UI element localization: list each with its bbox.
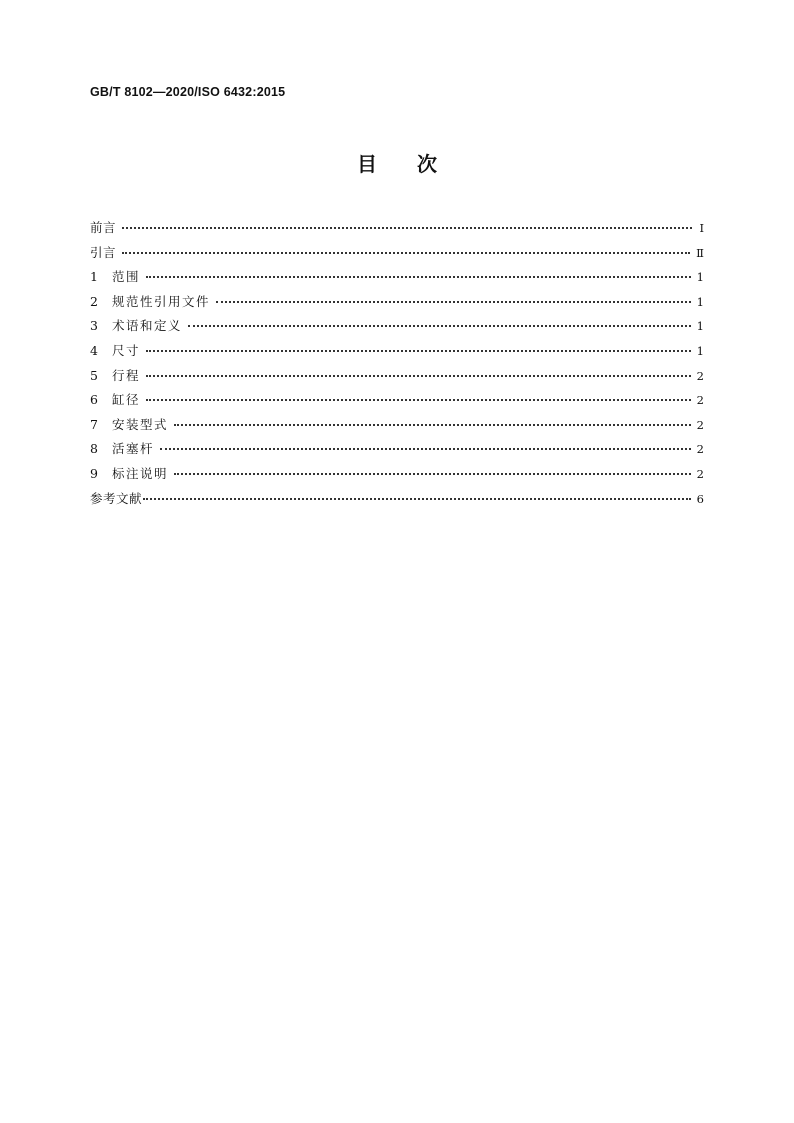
toc-entry-label: 活塞杆: [112, 441, 155, 457]
dot-leader: [216, 301, 691, 303]
dot-leader: [146, 350, 691, 352]
toc-entry-page: 2: [696, 417, 704, 432]
toc-entry-number: 5: [90, 367, 98, 383]
toc-entry-label: 尺寸: [112, 342, 141, 358]
toc-entry-label: 安装型式: [112, 416, 169, 432]
standard-code: GB/T 8102—2020/ISO 6432:2015: [90, 85, 286, 99]
dot-leader: [122, 227, 692, 229]
toc-entry-label: 标注说明: [112, 465, 169, 481]
dot-leader: [143, 498, 691, 500]
toc-entry-introduction[interactable]: [90, 241, 704, 266]
toc-entry-page: 2: [696, 466, 704, 481]
toc-entry-page: 2: [696, 442, 704, 457]
toc-entry-label: 规范性引用文件: [112, 293, 211, 309]
dot-leader: [174, 473, 691, 475]
toc-entry-piston-rod[interactable]: [90, 437, 704, 462]
toc-entry-scope[interactable]: [90, 265, 704, 290]
dot-leader: [188, 325, 691, 327]
toc-entry-page: 2: [696, 393, 704, 408]
toc-entry-label: 行程: [112, 367, 141, 383]
toc-entry-bore[interactable]: [90, 388, 704, 413]
toc-entry-dimensions[interactable]: [90, 339, 704, 364]
toc-entry-mounting-types[interactable]: [90, 413, 704, 438]
toc-entry-label: 前言: [90, 220, 117, 235]
toc-entry-foreword[interactable]: [90, 216, 704, 241]
toc-entry-number: 6: [90, 392, 98, 408]
toc-entry-normative-references[interactable]: [90, 290, 704, 315]
toc-entry-bibliography[interactable]: [90, 487, 704, 512]
toc-entry-number: 3: [90, 318, 98, 334]
toc-entry-page: 6: [696, 491, 704, 506]
toc-entry-label: 范围: [112, 269, 141, 285]
toc-entry-page: 1: [696, 270, 704, 285]
toc-entry-label: 缸径: [112, 392, 141, 408]
page-title: 目 次: [357, 152, 437, 176]
toc-entry-page: 1: [696, 343, 704, 358]
dot-leader: [174, 424, 691, 426]
table-of-contents: [90, 216, 704, 511]
toc-entry-page: 1: [696, 294, 704, 309]
dot-leader: [160, 448, 691, 450]
toc-entry-page: Ⅱ: [696, 245, 704, 260]
dot-leader: [122, 252, 690, 254]
toc-entry-terms-definitions[interactable]: [90, 314, 704, 339]
toc-entry-page: 2: [696, 368, 704, 383]
toc-entry-number: 4: [90, 342, 98, 358]
toc-entry-number: 1: [90, 269, 98, 285]
toc-entry-stroke[interactable]: [90, 364, 704, 389]
toc-entry-page: Ⅰ: [699, 221, 704, 235]
dot-leader: [146, 276, 691, 278]
toc-entry-number: 7: [90, 416, 98, 432]
toc-entry-number: 8: [90, 441, 98, 457]
toc-entry-label: 引言: [90, 244, 117, 260]
dot-leader: [146, 375, 691, 377]
toc-entry-number: 9: [90, 465, 98, 481]
toc-entry-label: 术语和定义: [112, 318, 183, 334]
toc-entry-label: 参考文献: [90, 490, 143, 506]
dot-leader: [146, 399, 691, 401]
toc-entry-identification-statement[interactable]: [90, 462, 704, 487]
toc-entry-page: 1: [696, 319, 704, 334]
toc-entry-number: 2: [90, 293, 98, 309]
